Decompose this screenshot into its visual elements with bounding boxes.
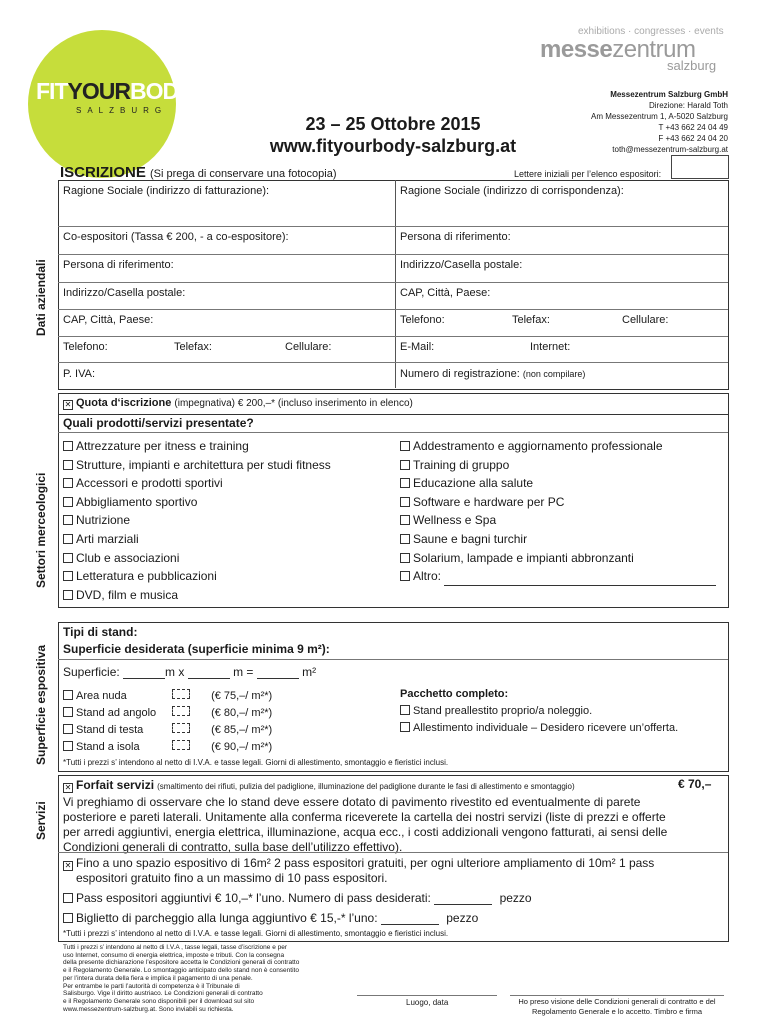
settore-item[interactable]: Club e associazioni <box>63 549 331 568</box>
servizi-note: *Tutti i prezzi s’ intendono al netto di I.V.A. e tasse legali. Giorni di allestimento, smontaggio e fieristici inclusi. <box>63 929 449 938</box>
telefono-left-label: Telefono: <box>63 341 108 353</box>
luogo-label: Luogo, data <box>406 998 449 1007</box>
rs-corrispondenza-label: Ragione Sociale (indirizzo di corrispondenza): <box>400 185 624 197</box>
settori-divider <box>58 432 728 433</box>
row-divider <box>58 282 728 283</box>
superficie-divider <box>58 659 728 660</box>
row-divider <box>58 254 728 255</box>
logo-wordmark: FITYOURBODY <box>36 78 193 104</box>
tipi-stand-label: Tipi di stand: <box>63 625 138 639</box>
width-field[interactable] <box>188 678 230 679</box>
parking-count-field[interactable] <box>381 924 439 925</box>
pass-row[interactable]: ✕ Fino a uno spazio espositivo di 16m² 2 pass espositori gratuiti, per ogni ulteriore ampliamento di 10m² 1 pass espositori gratuito fino a un massimo di 10 pass espositori. <box>64 856 655 885</box>
terms-text: Tutti i prezzi s’ intendono al netto di I.V.A , tasse legali, tasse d’iscrizione e per uso Internet, consumo di energia elettrica, imposte e tributi. Con la consegna della presente dichiarazione l’espositore accetta le Condizioni generali di contratto e il Regolamento Generale. Lo smontaggio anticipato dello stand non è consentito per l’intera durata della fiera e implica il pagamento di una penale. Per entrambe le parti l’autorità di competenza è il Tribunale di Salisburgo. Vige il diritto austriaco. Le Condizioni generali di contratto e il Regolamento Generale sono disponibili per il download sul sito www.messezentrum-salzburg.at. Sono inviabili su richiesta. <box>63 944 300 1013</box>
settori-left-list <box>63 437 331 604</box>
area-field[interactable] <box>257 678 299 679</box>
initials-label: Lettere iniziali per l’elenco espositori: <box>514 169 662 179</box>
org-city: salzburg <box>667 58 717 73</box>
persona-left-label: Persona di riferimento: <box>63 259 174 271</box>
rs-fatturazione-label: Ragione Sociale (indirizzo di fatturazione): <box>63 185 270 197</box>
row-divider <box>58 362 728 363</box>
section-settori: Settori merceologici <box>34 472 48 588</box>
indirizzo-right-label: Indirizzo/Casella postale: <box>400 259 523 271</box>
pacchetto-label: Pacchetto completo: <box>400 688 509 700</box>
registro-label: Numero di registrazione: (non compilare) <box>400 368 586 380</box>
row-divider <box>58 226 728 227</box>
settore-item[interactable]: Educazione alla salute <box>400 474 716 493</box>
quota-row[interactable]: ✕ Quota d‘iscrizione (impegnativa) € 200,–* (incluso inserimento in elenco) <box>64 397 413 409</box>
section-superficie: Superficie espositiva <box>34 644 48 765</box>
checked-box-icon[interactable]: ✕ <box>64 861 72 870</box>
stand-type-row[interactable]: Stand a isola (€ 90,–/ m²*) <box>63 739 272 756</box>
luogo-line[interactable] <box>357 995 497 996</box>
stand-types <box>63 688 272 756</box>
pack-option[interactable]: Stand preallestito proprio/a noleggio. <box>400 705 592 717</box>
firma-line[interactable] <box>510 995 724 996</box>
settore-item[interactable]: Abbigliamento sportivo <box>63 493 331 512</box>
settore-item[interactable]: Addestramento e aggiornamento professionale <box>400 437 716 456</box>
coespositori-label: Co-espositori (Tassa € 200, - a co-espositore): <box>63 231 289 243</box>
settore-item[interactable]: Letteratura e pubblicazioni <box>63 567 331 586</box>
superficie-desiderata-label: Superficie desiderata (superficie minima 9 m²): <box>63 642 330 656</box>
telefax-right-label: Telefax: <box>512 314 550 326</box>
length-field[interactable] <box>123 678 165 679</box>
servizi-divider <box>58 852 728 853</box>
stand-type-row[interactable]: Area nuda (€ 75,–/ m²*) <box>63 688 272 705</box>
settore-altro[interactable]: Altro: <box>400 567 716 586</box>
event-info: 23 – 25 Ottobre 2015 www.fityourbody-salzburg.at <box>269 114 517 156</box>
servizi-paragraph: Vi preghiamo di osservare che lo stand deve essere dotato di pavimento rivestito ed eventualmente di parete posteriore e pareti laterali. Unitamente alla conferma riceverete la cartella dei nostri servizi (liste di prezzi e offerte per arredi aggiuntivi, energia elettrica, illuminazione, acqua ecc., i costi addizionali vengono fatturati, ai sensi delle Condizioni generali di contratto, sulla base dell’utilizzo effettivo). <box>63 795 668 854</box>
altro-field[interactable] <box>444 585 716 586</box>
parking-row[interactable]: Biglietto di parcheggio alla lunga aggiuntivo € 15,-* l’uno: pezzo <box>63 911 478 925</box>
org-logo: messezentrum <box>540 36 696 63</box>
cap-left-label: CAP, Città, Paese: <box>63 314 154 326</box>
stand-type-row[interactable]: Stand di testa (€ 85,–/ m²*) <box>63 722 272 739</box>
section-dati: Dati aziendali <box>34 259 48 336</box>
superficie-row: Superficie: m x m = m² <box>63 665 317 679</box>
row-divider <box>58 336 728 337</box>
company-block <box>58 180 729 390</box>
company-divider <box>395 180 396 388</box>
settore-item[interactable]: Software e hardware per PC <box>400 493 716 512</box>
settore-item[interactable]: Attrezzature per itness e training <box>63 437 331 456</box>
cellulare-right-label: Cellulare: <box>622 314 669 326</box>
org-tagline: exhibitions · congresses · events <box>578 26 724 37</box>
row-divider <box>58 309 728 310</box>
org-address: Messezentrum Salzburg GmbH Direzione: Harald Toth Am Messezentrum 1, A-5020 Salzburg T +43 662 24 04 49 F +43 662 24 04 20 toth@messezentrum-salzburg.at <box>591 90 728 154</box>
cellulare-left-label: Cellulare: <box>285 341 332 353</box>
stand-type-row[interactable]: Stand ad angolo (€ 80,–/ m²*) <box>63 705 272 722</box>
settori-question: Quali prodotti/servizi presentate? <box>63 416 254 430</box>
pass-count-field[interactable] <box>434 904 492 905</box>
telefax-left-label: Telefax: <box>174 341 212 353</box>
pack-option[interactable]: Allestimento individuale – Desidero ricevere un’offerta. <box>400 722 678 734</box>
initials-field[interactable] <box>671 155 729 179</box>
checked-box-icon[interactable]: ✕ <box>64 783 72 792</box>
forfait-price: € 70,– <box>678 777 712 791</box>
logo-subtitle: SALZBURG <box>76 106 168 115</box>
email-label: E-Mail: <box>400 341 435 353</box>
cap-right-label: CAP, Città, Paese: <box>400 287 491 299</box>
checked-box-icon[interactable]: ✕ <box>64 400 72 409</box>
settore-item[interactable]: Saune e bagni turchir <box>400 530 716 549</box>
telefono-right-label: Telefono: <box>400 314 445 326</box>
settore-item[interactable]: Wellness e Spa <box>400 511 716 530</box>
internet-label: Internet: <box>530 341 571 353</box>
forfait-row[interactable]: ✕ Forfait servizi (smaltimento dei rifiuti, pulizia del padiglione, illuminazione del padiglione durante le fasi di allestimento e smontaggio) <box>64 778 575 792</box>
indirizzo-left-label: Indirizzo/Casella postale: <box>63 287 186 299</box>
settore-item[interactable]: Arti marziali <box>63 530 331 549</box>
piva-label: P. IVA: <box>63 368 96 380</box>
stand-note: *Tutti i prezzi s’ intendono al netto di I.V.A. e tasse legali. Giorni di allestimento, smontaggio e fieristici inclusi. <box>63 758 449 767</box>
settore-item[interactable]: DVD, film e musica <box>63 586 331 605</box>
form-title: ISCRIZIONE (Si prega di conservare una fotocopia) <box>60 164 337 181</box>
settore-item[interactable]: Solarium, lampade e impianti abbronzanti <box>400 549 716 568</box>
settore-item[interactable]: Nutrizione <box>63 511 331 530</box>
settore-item[interactable]: Training di gruppo <box>400 456 716 475</box>
settore-item[interactable]: Accessori e prodotti sportivi <box>63 474 331 493</box>
persona-right-label: Persona di riferimento: <box>400 231 511 243</box>
firma-label: Ho preso visione delle Condizioni generali di contratto e del Regolamento Generale e lo accetto. Timbro e firma <box>518 997 716 1016</box>
section-servizi: Servizi <box>34 801 48 840</box>
settori-right-list <box>400 437 716 586</box>
settore-item[interactable]: Strutture, impianti e architettura per studi fitness <box>63 456 331 475</box>
pass-extra-row[interactable]: Pass espositori aggiuntivi € 10,–* l’uno. Numero di pass desiderati: pezzo <box>63 891 532 905</box>
